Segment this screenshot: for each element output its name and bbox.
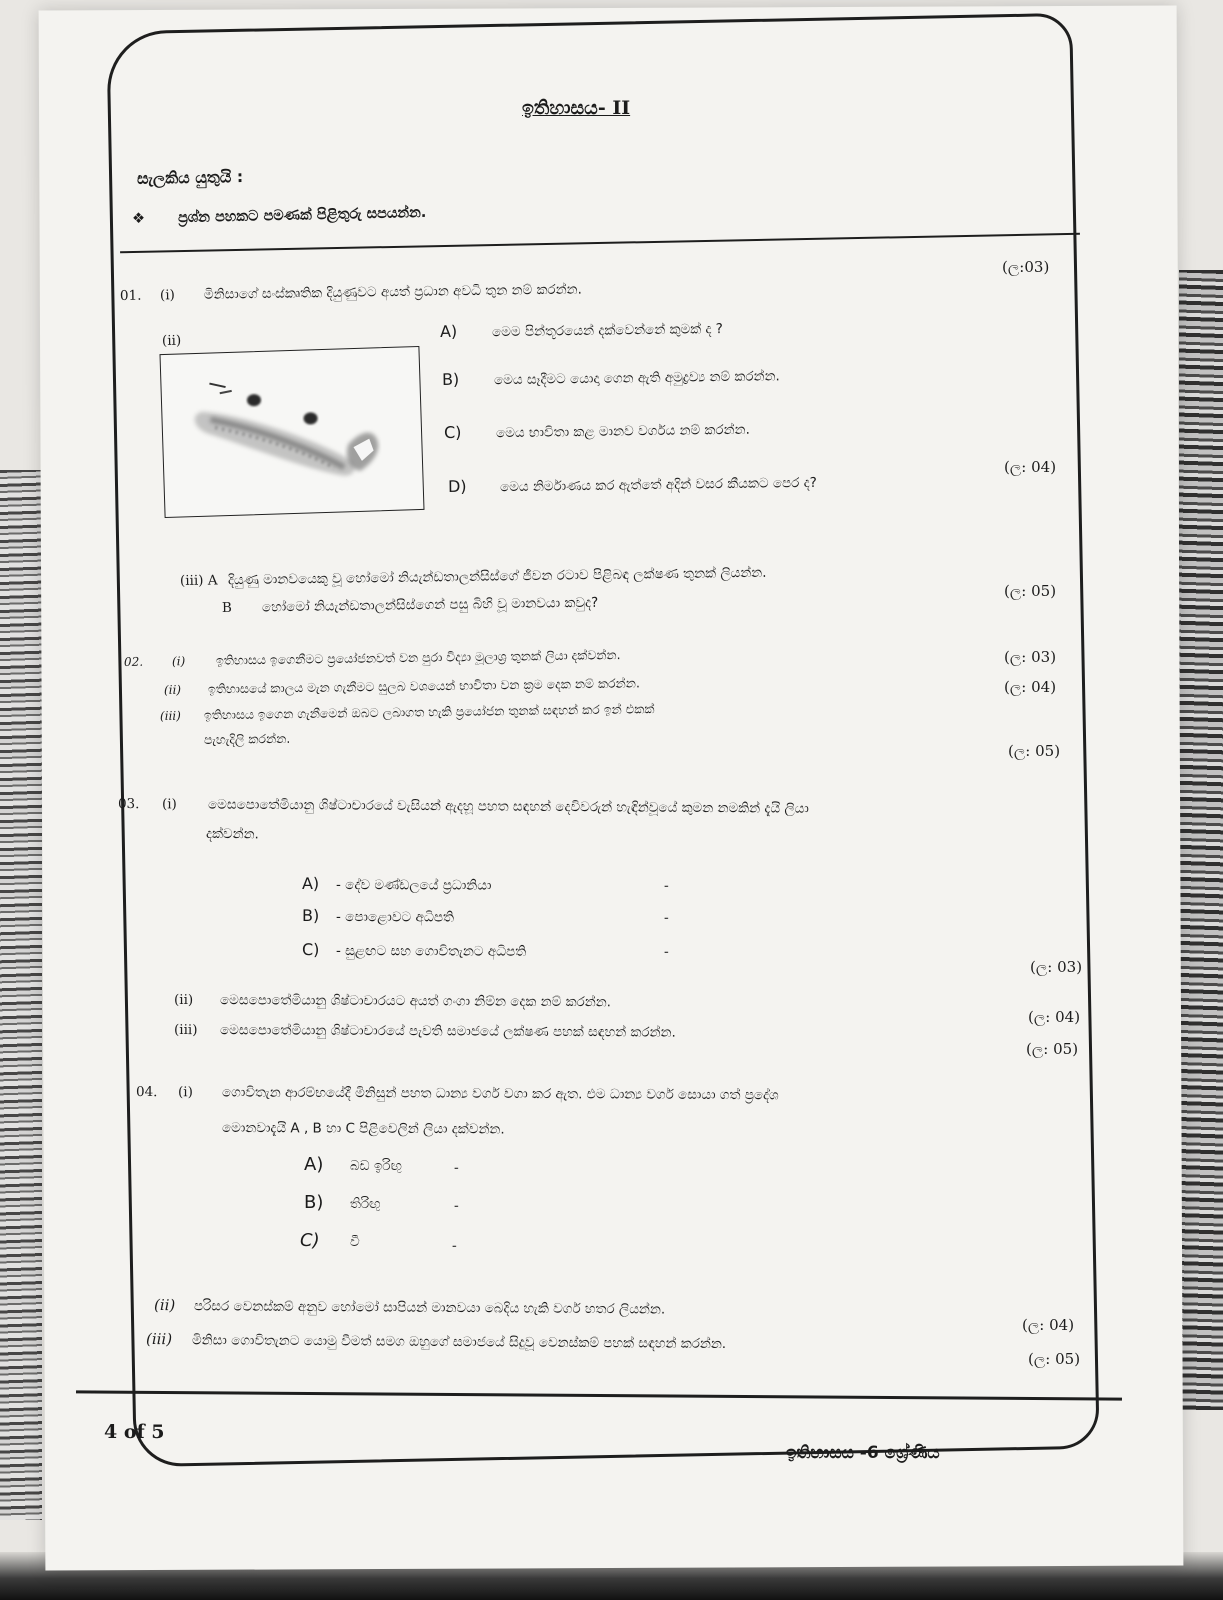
q1-ii-label: (ii) [161, 332, 182, 349]
q2-i-marks: (ල: 03) [1004, 648, 1057, 666]
q1-iii-marks: (ල: 05) [1004, 582, 1057, 600]
q1-ii-d: D) මෙය නිර්මාණය කර ඇත්තේ අදින් වසර කීයකට පෙර ද? [447, 474, 817, 496]
q4-i-text2: මොනවාදැයි A , B හා C පිළිවෙලින් ලියා දක්වන්න. [221, 1120, 505, 1138]
instructions-title: සැලකිය යුතුයි : [136, 167, 244, 188]
q4-i-row: 04. (i) ගොවිතැන ආරම්භයේදී මිනිසුන් පහත ධාන්‍ය වර්ග වගා කර ඇත. එම ධාන්‍ය වර්ග සොයා ගත් ප්‍රදේශ [135, 1084, 779, 1104]
q2-ii-row: (ii) ඉතිහාසයේ කාලය මැන ගැනීමට සුලබ වශයෙන් භාවිතා වන ක්‍රම දෙක නම් කරන්න. [163, 675, 640, 697]
q4-i-c: C) වී [300, 1230, 360, 1251]
q3-i-c: C) - සුළඟට සහ ගොවිතැනට අධිපති [301, 940, 527, 960]
q2-iii-text2: පැහැදිලි කරන්න. [203, 730, 291, 747]
background-shadow-left [0, 470, 42, 1520]
q3-i-b: B) - පොළොවට අධිපති [301, 906, 455, 926]
background-shadow-right [1179, 270, 1223, 1410]
q1-i-text: මිනිසාගේ සංස්කෘතික දියුණුවට අයත් ප්‍රධාන අවධි තුන නම් කරන්න. [203, 281, 582, 303]
stone-tool-photo [159, 346, 424, 518]
instructions-text: ප්‍රශ්න පහකට පමණක් පිළිතුරු සපයන්න. [177, 204, 427, 227]
q3-i-b-dash: - [663, 909, 669, 926]
q2-iii-row: (iii) ඉතිහාසය ඉගෙන ගැනීමෙන් ඔබට ලබාගත හැකි ප්‍රයෝජන තුනක් සඳහන් කර ඉන් එකක් [159, 701, 655, 723]
q4-ii-marks: (ල: 04) [1022, 1316, 1075, 1334]
q1-i-label: (i) [159, 287, 175, 304]
q3-ii-row: (ii) මෙසපොතේමියානු ශිෂ්ටාචාරයට අයත් ගංගා නිම්න දෙක නම් කරන්න. [173, 992, 612, 1011]
q1-iii-a: (iii) A දියුණු මානවයෙකු වූ හෝමෝ නියැන්ඩතාලන්සිස්ගේ ජීවන රටාව පිළිබඳ ලක්ෂණ තුනක් ලියන්න. [179, 564, 767, 589]
bullet-icon: ❖ [131, 210, 146, 228]
stone-tool-image [161, 347, 424, 517]
q4-i-b-dash: - [453, 1197, 459, 1214]
q2-iii-marks: (ල: 05) [1008, 742, 1061, 760]
q4-iii-row: (iii) මිනිසා ගොවිතැනට යොමු වීමත් සමග ඔහුගේ සමාජයේ සිදුවූ වෙනස්කම් පහක් සඳහන් කරන්න. [145, 1330, 727, 1353]
q3-i-row: 03. (i) මෙසපොතේමියානු ශිෂ්ටාචාරයේ වැසියන් ඇදහූ පහත සඳහන් දෙවිවරුන් හැඳින්වූයේ කුමන නමකින් දැයි ලියා [117, 796, 809, 817]
q4-i-a-dash: - [453, 1159, 459, 1176]
q3-i-marks: (ල: 03) [1030, 958, 1083, 976]
footer-subject: ඉතිහාසය -6 ශ්‍රේණිය [786, 1443, 940, 1463]
q3-iii-row: (iii) මෙසපොතේමියානු ශිෂ්ටාචාරයේ පැවති සමාජයේ ලක්ෂණ පහක් සඳහන් කරන්න. [173, 1022, 676, 1041]
page-number: 4 of 5 [104, 1421, 165, 1443]
q3-ii-marks: (ල: 04) [1028, 1008, 1081, 1026]
q1-ii-c: C) මෙය භාවිතා කළ මානව වර්ගය නම් කරන්න. [443, 421, 750, 442]
page-title: ඉතිහාසය- II [522, 97, 631, 119]
q4-iii-marks: (ල: 05) [1028, 1350, 1081, 1368]
q3-i-a-dash: - [663, 877, 669, 894]
q1-i-marks: (ල:03) [1002, 258, 1050, 276]
q1-number: 01. [119, 287, 142, 304]
q1-iii-b: B හෝමෝ නියැන්ඩතාලන්සිස්ගෙන් පසු බිහි වූ මානවයා කවුද? [221, 594, 599, 616]
q3-iii-marks: (ල: 05) [1026, 1040, 1079, 1058]
q2-ii-marks: (ල: 04) [1004, 678, 1057, 696]
q1-ii-a: A) මෙම පින්තූරයෙන් දක්වෙන්නේ කුමක් ද ? [439, 321, 724, 341]
q4-ii-row: (ii) පරිසර වෙනස්කම් අනුව හෝමෝ සාපියන් මානවයා බෙදිය හැකි වර්ග හතර ලියන්න. [153, 1296, 666, 1318]
q3-i-c-dash: - [663, 943, 669, 960]
q4-i-b: B) තිරිඟු [304, 1192, 381, 1213]
q1-ii-b: B) මෙය සෑදීමට යොදා ගෙන ඇති අමුද්‍රව්‍ය නම් කරන්න. [441, 368, 780, 389]
q1-ii-marks: (ල: 04) [1004, 458, 1057, 476]
q4-i-c-dash: - [451, 1237, 457, 1254]
q4-i-a: A) බඩ ඉරිඟු [304, 1154, 402, 1175]
q2-i-row: 02. (i) ඉතිහාසය ඉගෙනීමට ප්‍රයෝජනවත් වන පුරා විද්‍යා මූලාශ්‍ර තුනක් ලියා දක්වන්න. [123, 647, 621, 669]
q3-i-text2: දක්වන්න. [205, 826, 259, 843]
q3-i-a: A) - දේව මණ්ඩලයේ ප්‍රධානියා [301, 874, 492, 894]
